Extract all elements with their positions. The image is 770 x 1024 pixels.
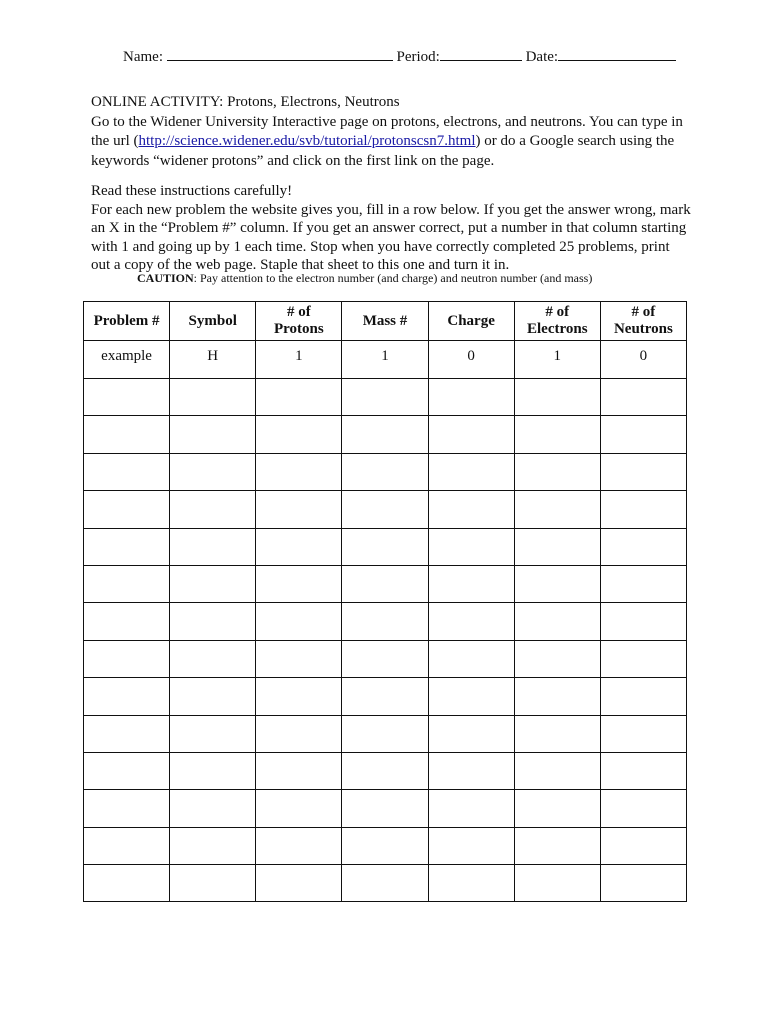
answer-cell-problem[interactable]: [84, 640, 170, 677]
column-header-charge: [428, 302, 514, 341]
column-header-mass: [342, 302, 428, 341]
answer-cell-protons[interactable]: [256, 678, 342, 715]
column-header-text: Problem #: [93, 312, 160, 329]
column-header-electrons: [514, 302, 600, 341]
table-row: [84, 790, 687, 827]
answer-cell-problem[interactable]: [84, 715, 170, 752]
table-row: [84, 379, 687, 416]
answer-cell-problem[interactable]: [84, 491, 170, 528]
instructions-heading: Read these instructions carefully!: [91, 183, 293, 199]
answer-cell-protons[interactable]: [256, 640, 342, 677]
answer-cell-problem[interactable]: [84, 416, 170, 453]
column-header-text: Neutrons: [613, 321, 673, 337]
answer-cell-problem[interactable]: [84, 603, 170, 640]
table-row: [84, 865, 687, 902]
caution-text: : Pay attention to the electron number (and charge) and neutron number (and mass): [193, 271, 593, 285]
answer-cell-protons[interactable]: [256, 379, 342, 416]
table-body: [84, 341, 687, 902]
answer-cell-problem[interactable]: [84, 678, 170, 715]
example-cell-electrons: 1: [514, 341, 600, 379]
answer-cell-charge[interactable]: [428, 865, 514, 902]
answer-cell-mass[interactable]: [342, 640, 428, 677]
period-field[interactable]: [440, 46, 522, 61]
column-header-text: Electrons: [526, 321, 588, 337]
column-header-symbol: [170, 302, 256, 341]
answer-cell-charge[interactable]: [428, 416, 514, 453]
caution-note: [137, 271, 592, 285]
answer-cell-mass[interactable]: [342, 752, 428, 789]
answer-cell-neutrons[interactable]: [600, 379, 686, 416]
answer-cell-charge[interactable]: [428, 565, 514, 602]
answer-cell-symbol[interactable]: [170, 752, 256, 789]
answer-cell-problem[interactable]: [84, 379, 170, 416]
date-label: Date:: [525, 49, 559, 65]
table-row: [84, 752, 687, 789]
answer-cell-neutrons[interactable]: [600, 416, 686, 453]
table-header-row: [84, 302, 687, 341]
student-info-line: [123, 46, 676, 66]
date-field[interactable]: [558, 46, 676, 61]
answer-cell-symbol[interactable]: [170, 790, 256, 827]
name-label: Name:: [123, 49, 163, 65]
answer-cell-neutrons[interactable]: [600, 715, 686, 752]
answer-cell-mass[interactable]: [342, 678, 428, 715]
column-header-text: # of: [631, 304, 656, 320]
answer-cell-electrons[interactable]: [514, 790, 600, 827]
table-row: [84, 603, 687, 640]
answer-cell-mass[interactable]: [342, 528, 428, 565]
answer-cell-symbol[interactable]: [170, 491, 256, 528]
answer-cell-protons[interactable]: [256, 865, 342, 902]
answer-cell-charge[interactable]: [428, 790, 514, 827]
answer-cell-protons[interactable]: [256, 416, 342, 453]
answer-cell-symbol[interactable]: [170, 565, 256, 602]
answer-cell-charge[interactable]: [428, 715, 514, 752]
answer-cell-neutrons[interactable]: [600, 491, 686, 528]
answer-cell-symbol[interactable]: [170, 827, 256, 864]
column-header-protons: [256, 302, 342, 341]
answer-cell-neutrons[interactable]: [600, 827, 686, 864]
answer-cell-problem[interactable]: [84, 528, 170, 565]
answer-cell-symbol[interactable]: [170, 379, 256, 416]
intro-text-after: ) or do a Google search using the keywords “widener protons” and click on the first link on the page.: [91, 133, 675, 169]
problems-table: [83, 301, 687, 902]
answer-cell-symbol[interactable]: [170, 528, 256, 565]
column-header-neutrons: [600, 302, 686, 341]
example-cell-mass: 1: [342, 341, 428, 379]
answer-cell-charge[interactable]: [428, 528, 514, 565]
column-header-text: # of: [286, 304, 311, 320]
answer-cell-charge[interactable]: [428, 379, 514, 416]
answer-cell-neutrons[interactable]: [600, 603, 686, 640]
column-header-problem: [84, 302, 170, 341]
instructions-section: [91, 182, 691, 275]
column-header-text: # of: [545, 304, 570, 320]
answer-cell-symbol[interactable]: [170, 865, 256, 902]
answer-cell-electrons[interactable]: [514, 379, 600, 416]
answer-cell-symbol[interactable]: [170, 715, 256, 752]
answer-cell-problem[interactable]: [84, 790, 170, 827]
example-row: [84, 341, 687, 379]
answer-cell-mass[interactable]: [342, 453, 428, 490]
answer-cell-mass[interactable]: [342, 565, 428, 602]
answer-cell-neutrons[interactable]: [600, 640, 686, 677]
answer-cell-symbol[interactable]: [170, 678, 256, 715]
answer-cell-problem[interactable]: [84, 865, 170, 902]
column-header-text: Protons: [273, 321, 324, 337]
answer-cell-mass[interactable]: [342, 865, 428, 902]
answer-cell-problem[interactable]: [84, 565, 170, 602]
tutorial-link[interactable]: http://science.widener.edu/svb/tutorial/protonscsn7.html: [138, 133, 476, 149]
answer-cell-protons[interactable]: [256, 827, 342, 864]
answer-cell-protons[interactable]: [256, 565, 342, 602]
answer-cell-charge[interactable]: [428, 603, 514, 640]
answer-cell-mass[interactable]: [342, 379, 428, 416]
answer-cell-charge[interactable]: [428, 453, 514, 490]
table-row: [84, 491, 687, 528]
example-cell-protons: 1: [256, 341, 342, 379]
answer-cell-charge[interactable]: [428, 752, 514, 789]
activity-section: [91, 93, 691, 171]
answer-cell-neutrons[interactable]: [600, 565, 686, 602]
column-header-text: Mass #: [362, 312, 408, 329]
table-row: [84, 528, 687, 565]
activity-intro: [91, 113, 691, 172]
answer-cell-mass[interactable]: [342, 491, 428, 528]
table-row: [84, 640, 687, 677]
example-cell-charge: 0: [428, 341, 514, 379]
answer-cell-electrons[interactable]: [514, 640, 600, 677]
answer-cell-electrons[interactable]: [514, 603, 600, 640]
answer-cell-protons[interactable]: [256, 528, 342, 565]
example-cell-symbol: H: [170, 341, 256, 379]
answer-cell-electrons[interactable]: [514, 416, 600, 453]
column-header-text: Symbol: [188, 312, 237, 329]
answer-cell-electrons[interactable]: [514, 491, 600, 528]
instructions-body: For each new problem the website gives you, fill in a row below. If you get the answer wrong, mark an X in the “Problem #” column. If you get an answer correct, put a number in that column starting with 1 and going up by 1 each time. Stop when you have correctly completed 25 problems, print out a copy of the web page. Staple that sheet to this one and turn it in.: [91, 201, 691, 273]
answer-cell-electrons[interactable]: [514, 453, 600, 490]
table-row: [84, 453, 687, 490]
answer-cell-symbol[interactable]: [170, 453, 256, 490]
answer-cell-electrons[interactable]: [514, 715, 600, 752]
table-row: [84, 416, 687, 453]
answer-cell-charge[interactable]: [428, 678, 514, 715]
table-row: [84, 565, 687, 602]
table-row: [84, 678, 687, 715]
answer-cell-charge[interactable]: [428, 491, 514, 528]
caution-label: CAUTION: [137, 271, 194, 285]
answer-cell-neutrons[interactable]: [600, 678, 686, 715]
answer-cell-electrons[interactable]: [514, 865, 600, 902]
answer-cell-mass[interactable]: [342, 715, 428, 752]
answer-cell-neutrons[interactable]: [600, 865, 686, 902]
intro-text: Go to the Widener University Interactive page on protons, electrons, and neutrons. You can type in the url (: [91, 113, 683, 149]
answer-cell-neutrons[interactable]: [600, 752, 686, 789]
answer-cell-problem[interactable]: [84, 752, 170, 789]
answer-cell-protons[interactable]: [256, 453, 342, 490]
activity-title: ONLINE ACTIVITY: Protons, Electrons, Neutrons: [91, 94, 400, 110]
answer-cell-mass[interactable]: [342, 416, 428, 453]
answer-cell-protons[interactable]: [256, 491, 342, 528]
answer-cell-charge[interactable]: [428, 827, 514, 864]
answer-cell-protons[interactable]: [256, 752, 342, 789]
answer-cell-mass[interactable]: [342, 827, 428, 864]
answer-cell-charge[interactable]: [428, 640, 514, 677]
answer-cell-electrons[interactable]: [514, 565, 600, 602]
example-cell-neutrons: 0: [600, 341, 686, 379]
answer-cell-electrons[interactable]: [514, 827, 600, 864]
answer-cell-neutrons[interactable]: [600, 790, 686, 827]
answer-cell-mass[interactable]: [342, 603, 428, 640]
answer-cell-symbol[interactable]: [170, 416, 256, 453]
answer-cell-mass[interactable]: [342, 790, 428, 827]
example-cell-problem: example: [84, 341, 170, 379]
answer-cell-protons[interactable]: [256, 715, 342, 752]
answer-cell-problem[interactable]: [84, 453, 170, 490]
answer-cell-protons[interactable]: [256, 603, 342, 640]
answer-cell-electrons[interactable]: [514, 528, 600, 565]
answer-cell-symbol[interactable]: [170, 640, 256, 677]
answer-cell-problem[interactable]: [84, 827, 170, 864]
answer-cell-electrons[interactable]: [514, 752, 600, 789]
table-row: [84, 827, 687, 864]
column-header-text: Charge: [447, 312, 495, 329]
answer-cell-symbol[interactable]: [170, 603, 256, 640]
answer-cell-neutrons[interactable]: [600, 453, 686, 490]
table-row: [84, 715, 687, 752]
period-label: Period:: [396, 49, 440, 65]
name-field[interactable]: [167, 46, 393, 61]
answer-cell-neutrons[interactable]: [600, 528, 686, 565]
answer-cell-protons[interactable]: [256, 790, 342, 827]
answer-cell-electrons[interactable]: [514, 678, 600, 715]
